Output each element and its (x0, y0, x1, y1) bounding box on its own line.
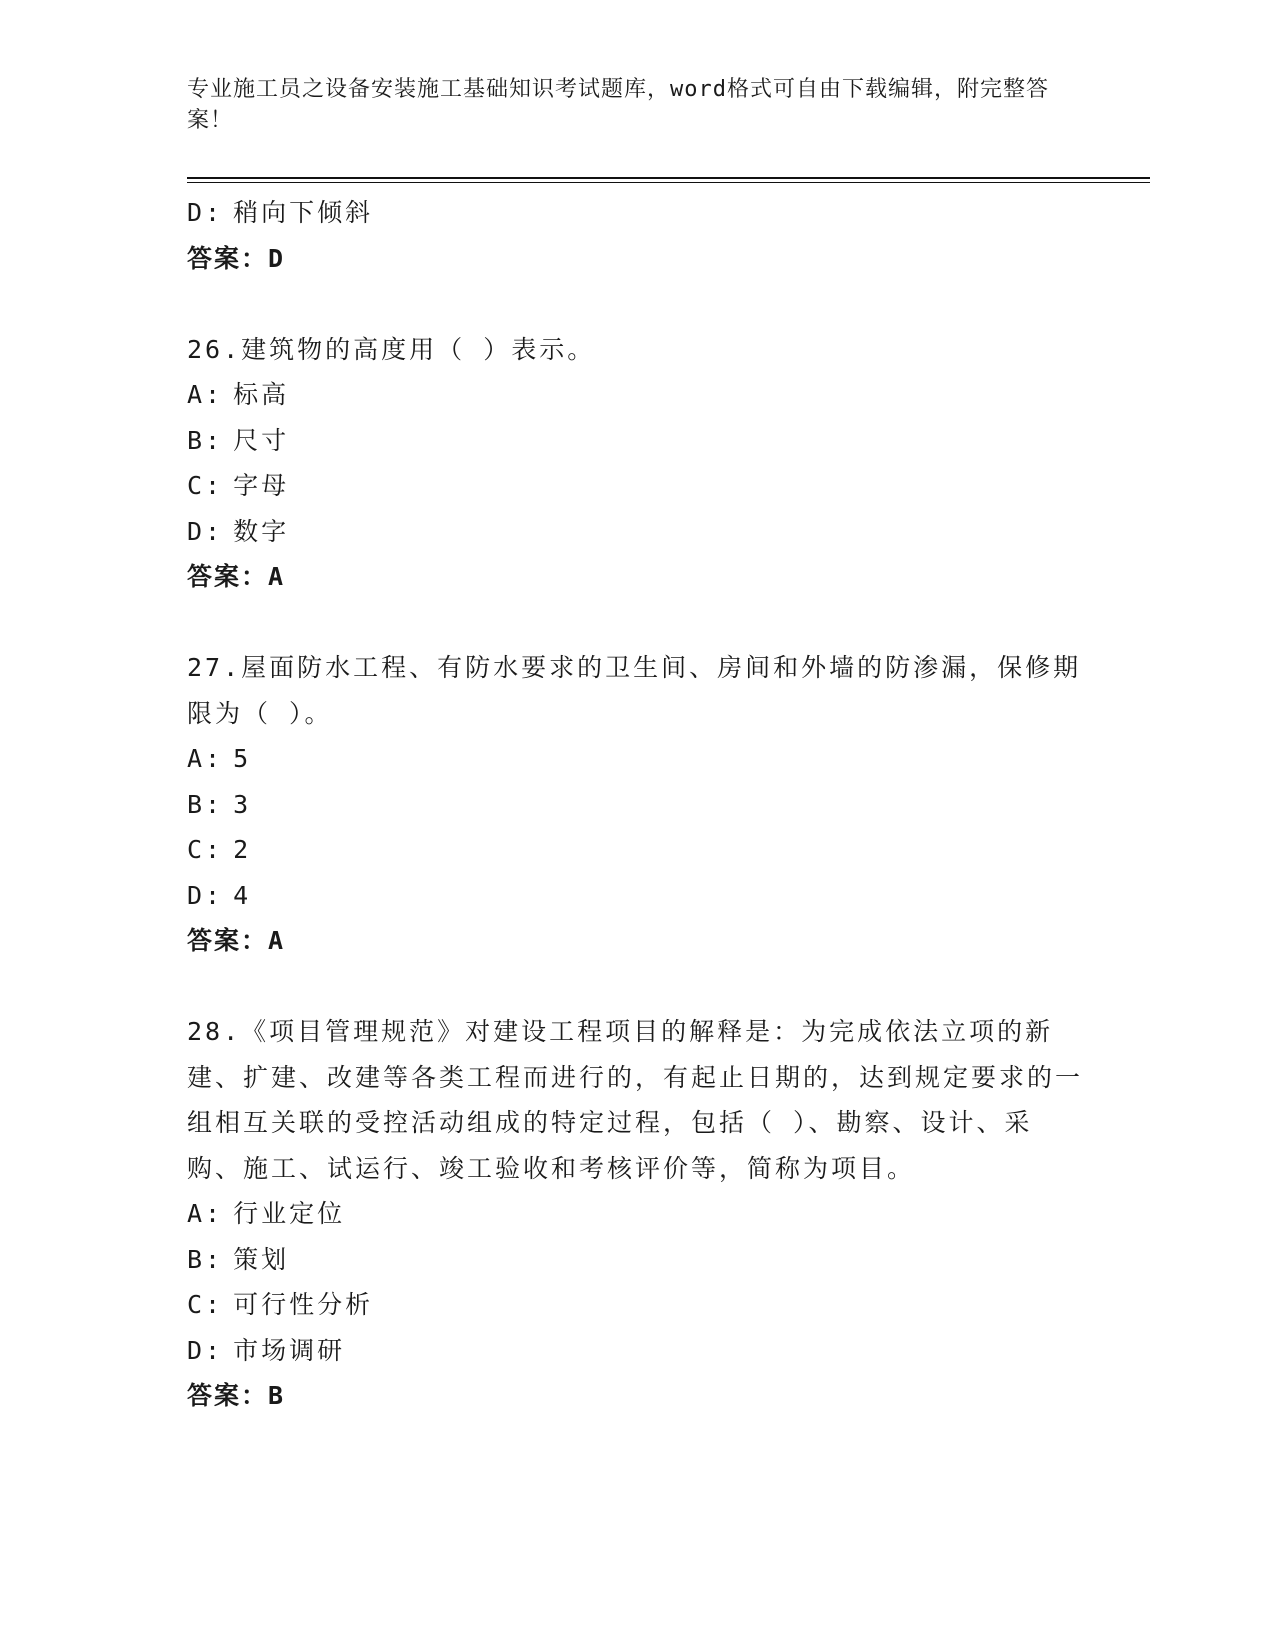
answer-line: 答案：A (187, 926, 286, 955)
header-rule-thick (187, 177, 1150, 179)
option-a (187, 1191, 1087, 1237)
spacer (187, 964, 1087, 1010)
option-key: A: (187, 1199, 224, 1228)
option-key: C: (187, 471, 224, 500)
spacer (187, 281, 1087, 327)
option-b (187, 1237, 1087, 1283)
option-a (187, 372, 1087, 418)
option-a (187, 736, 1087, 782)
question-stem: 27.屋面防水工程、有防水要求的卫生间、房间和外墙的防渗漏，保修期限为（ ）。 (187, 653, 1082, 728)
option-key: D: (187, 880, 224, 910)
option-text: 5 (233, 744, 252, 773)
option-key: A: (187, 744, 224, 773)
option-text: 2 (233, 835, 252, 864)
option-b (187, 418, 1087, 464)
option-key: B: (187, 425, 224, 455)
question-content (187, 190, 1087, 1419)
option-text: 4 (233, 880, 252, 910)
option-key: D: (187, 1335, 224, 1365)
question-stem: 26.建筑物的高度用（ ）表示。 (187, 334, 596, 364)
option-text: 数字 (233, 516, 290, 546)
option-key: C: (187, 835, 224, 864)
option-text: 稍向下倾斜 (233, 198, 374, 227)
option-c (187, 1282, 1087, 1328)
answer-line: 答案：D (187, 243, 286, 273)
question-stem: 28.《项目管理规范》对建设工程项目的解释是：为完成依法立项的新建、扩建、改建等各类工程而进行的，有起止日期的，达到规定要求的一组相互关联的受控活动组成的特定过程，包括（ ）、勘察、设计、采购、施工、试运行、竣工验收和考核评价等，简称为项目。 (187, 1017, 1084, 1183)
answer-line: 答案：B (187, 1381, 286, 1410)
option-text: 行业定位 (233, 1199, 346, 1228)
spacer (187, 600, 1087, 646)
option-key: C: (187, 1290, 224, 1319)
option-d (187, 509, 1087, 555)
option-key: B: (187, 789, 224, 819)
header-rule-thin (187, 182, 1150, 183)
option-d (187, 1328, 1087, 1374)
option-key: D: (187, 198, 224, 227)
option-d (187, 190, 1087, 236)
option-key: B: (187, 1244, 224, 1274)
option-b (187, 782, 1087, 828)
option-text: 3 (233, 789, 252, 819)
option-key: D: (187, 516, 224, 546)
option-text: 尺寸 (233, 425, 290, 455)
page-header-title: 专业施工员之设备安装施工基础知识考试题库，word格式可自由下载编辑，附完整答案！ (187, 77, 1049, 133)
option-text: 可行性分析 (233, 1290, 374, 1319)
option-text: 市场调研 (233, 1335, 346, 1365)
option-text: 策划 (233, 1244, 290, 1274)
option-d (187, 873, 1087, 919)
option-c (187, 463, 1087, 509)
answer-line: 答案：A (187, 562, 286, 591)
option-key: A: (187, 380, 224, 409)
option-text: 字母 (233, 471, 290, 500)
option-text: 标高 (233, 380, 290, 409)
option-c (187, 827, 1087, 873)
